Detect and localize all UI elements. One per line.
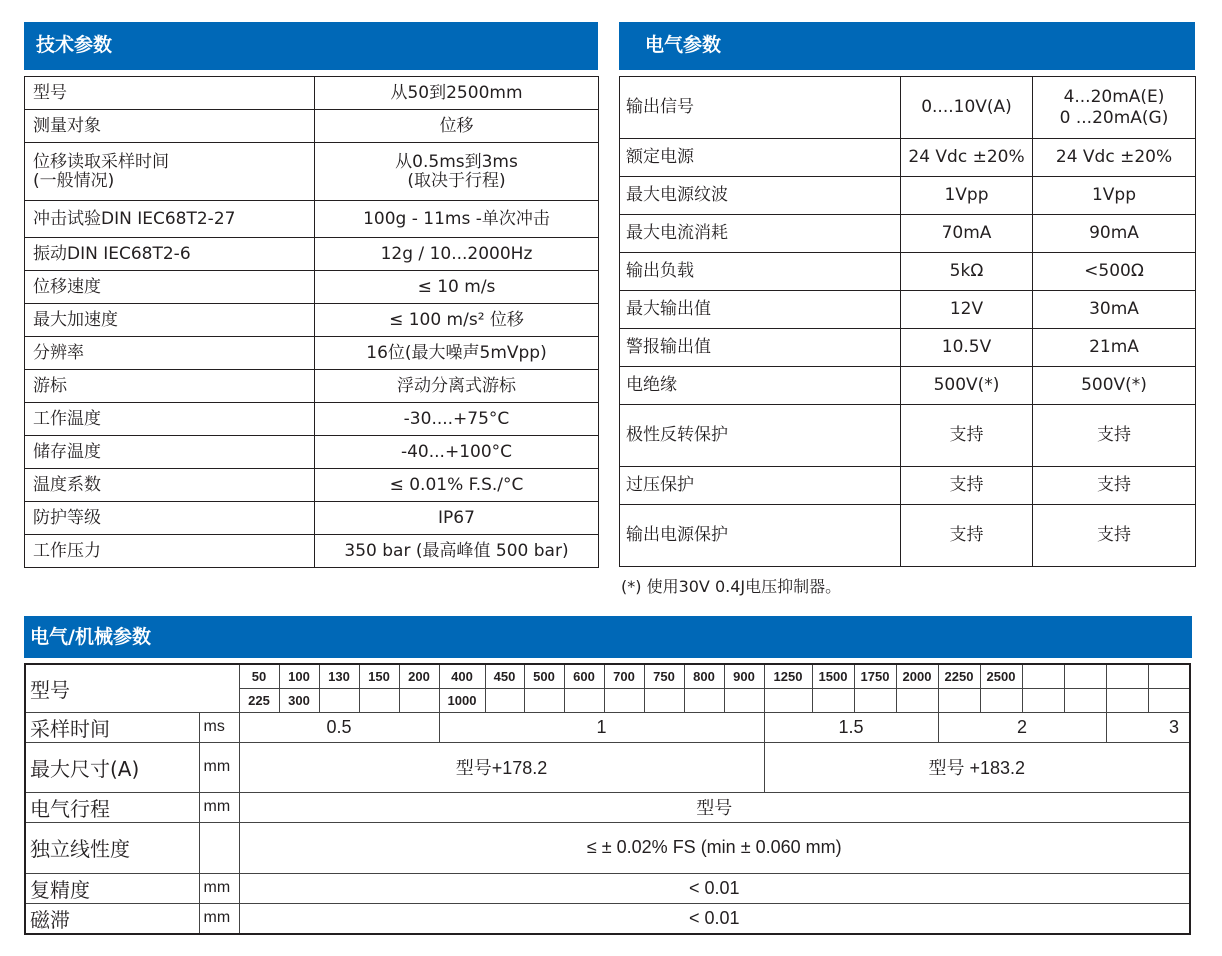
elec-value-a-cell <box>901 505 1033 567</box>
tech-value-line2: (取决于行程) <box>407 170 506 191</box>
elec-label-cell <box>620 291 901 329</box>
model-cell: 50 <box>239 664 279 688</box>
elec-label-cell <box>620 505 901 567</box>
tech-row <box>25 238 599 271</box>
tech-label-cell <box>25 77 315 110</box>
tech-row <box>25 370 599 403</box>
model-cell <box>724 688 764 712</box>
mech-model-row <box>25 664 1190 688</box>
elec-value-b-line2: 0 ...20mA(G) <box>1059 107 1169 128</box>
elec-label: 极性反转保护 <box>626 425 728 445</box>
elec-label-cell <box>620 215 901 253</box>
model-cell <box>564 688 604 712</box>
elec-label: 输出负载 <box>626 261 694 281</box>
elec-value-b: 支持 <box>1097 525 1131 545</box>
elec-row <box>620 291 1196 329</box>
elec-value-b-cell <box>1033 215 1196 253</box>
tech-label-cell <box>25 535 315 568</box>
model-cell: 700 <box>604 664 644 688</box>
tech-row <box>25 403 599 436</box>
tech-value-cell <box>315 110 599 143</box>
model-cell <box>359 688 399 712</box>
tech-row <box>25 304 599 337</box>
tech-value-cell <box>315 469 599 502</box>
model-cell <box>319 688 359 712</box>
tech-label: 工作温度 <box>33 408 101 429</box>
elec-value-b: 支持 <box>1097 475 1131 495</box>
tech-label: 温度系数 <box>33 474 101 495</box>
sampling-value: 0.5 <box>239 712 439 742</box>
tech-value-cell <box>315 304 599 337</box>
elec-value-a: 0....10V(A) <box>921 97 1012 117</box>
mech-sampling-label: 采样时间 <box>25 712 199 742</box>
tech-label-cell <box>25 436 315 469</box>
tech-value-cell <box>315 535 599 568</box>
mech-hysteresis-row <box>25 903 1190 934</box>
elec-row <box>620 367 1196 405</box>
model-cell <box>644 688 684 712</box>
mech-linearity-unit <box>199 822 239 873</box>
tech-row <box>25 535 599 568</box>
tech-value: 浮动分离式游标 <box>397 375 516 396</box>
model-cell: 1500 <box>812 664 854 688</box>
model-cell <box>854 688 896 712</box>
elec-label-cell <box>620 329 901 367</box>
model-cell: 400 <box>439 664 485 688</box>
tech-label: 位移速度 <box>33 276 101 297</box>
tech-value: -30....+75°C <box>403 408 510 429</box>
elec-label-cell <box>620 367 901 405</box>
tech-value: 100g - 11ms -单次冲击 <box>363 208 550 229</box>
elec-value-a: 支持 <box>949 525 984 545</box>
mech-title: 电气/机械参数 <box>30 626 151 648</box>
elec-row <box>620 329 1196 367</box>
model-cell: 450 <box>485 664 524 688</box>
tech-table <box>24 76 599 568</box>
tech-value-cell <box>315 502 599 535</box>
tech-value: -40...+100°C <box>400 441 513 462</box>
elec-label-cell <box>620 467 901 505</box>
model-cell <box>812 688 854 712</box>
tech-value: 从0.5ms到3ms <box>395 151 518 172</box>
mech-stroke-unit: mm <box>199 792 239 822</box>
model-cell: 1000 <box>439 688 485 712</box>
tech-title: 技术参数 <box>36 34 113 56</box>
mech-linearity-value: ≤ ± 0.02% FS (min ± 0.060 mm) <box>239 822 1190 873</box>
mech-sampling-unit: ms <box>199 712 239 742</box>
elec-label: 最大输出值 <box>626 299 711 319</box>
tech-value: ≤ 0.01% F.S./°C <box>389 474 524 495</box>
tech-label-cell <box>25 370 315 403</box>
elec-footnote: (*) 使用30V 0.4J电压抑制器。 <box>621 577 842 596</box>
model-cell: 130 <box>319 664 359 688</box>
mech-sampling-row <box>25 712 1190 742</box>
mech-header <box>24 616 1192 658</box>
elec-table <box>619 76 1196 567</box>
mech-model-label: 型号 <box>25 664 239 712</box>
elec-value-a-cell <box>901 367 1033 405</box>
model-cell <box>684 688 724 712</box>
elec-label-cell <box>620 253 901 291</box>
elec-label: 过压保护 <box>626 475 694 495</box>
elec-value-b-cell <box>1033 367 1196 405</box>
tech-value-cell <box>315 238 599 271</box>
tech-value: 350 bar (最高峰值 500 bar) <box>344 540 569 561</box>
elec-value-b: 90mA <box>1089 223 1139 243</box>
tech-row <box>25 143 599 201</box>
mech-maxsize-row <box>25 742 1190 792</box>
elec-value-b-cell <box>1033 505 1196 567</box>
sampling-value: 1 <box>439 712 764 742</box>
model-cell <box>980 688 1022 712</box>
elec-value-b: <500Ω <box>1084 261 1144 281</box>
tech-value-cell <box>315 403 599 436</box>
elec-label: 额定电源 <box>626 147 694 167</box>
model-cell: 500 <box>524 664 564 688</box>
tech-label-cell <box>25 143 315 201</box>
tech-row <box>25 110 599 143</box>
elec-title: 电气参数 <box>645 34 722 56</box>
maxsize-value: 型号 +183.2 <box>764 742 1190 792</box>
elec-row <box>620 177 1196 215</box>
model-cell <box>399 688 439 712</box>
sampling-value: 1.5 <box>764 712 938 742</box>
tech-row <box>25 201 599 238</box>
elec-value-b: 500V(*) <box>1081 375 1147 395</box>
elec-row <box>620 467 1196 505</box>
tech-value: ≤ 10 m/s <box>417 276 496 297</box>
tech-header <box>24 22 598 70</box>
tech-value-cell <box>315 337 599 370</box>
model-cell: 200 <box>399 664 439 688</box>
mech-hysteresis-label: 磁滞 <box>25 903 199 934</box>
elec-value-b: 24 Vdc ±20% <box>1055 147 1173 167</box>
tech-label: 储存温度 <box>33 441 101 462</box>
model-cell: 225 <box>239 688 279 712</box>
mech-hysteresis-value: < 0.01 <box>239 903 1190 934</box>
mech-stroke-label: 电气行程 <box>25 792 199 822</box>
model-cell <box>1064 664 1106 688</box>
elec-value-a-cell <box>901 467 1033 505</box>
model-cell: 300 <box>279 688 319 712</box>
tech-label-cell <box>25 238 315 271</box>
elec-value-a: 支持 <box>949 475 984 495</box>
tech-value-cell <box>315 201 599 238</box>
model-cell: 600 <box>564 664 604 688</box>
tech-label: 冲击试验DIN IEC68T2-27 <box>33 208 236 229</box>
tech-label: 最大加速度 <box>33 309 118 330</box>
tech-label: 防护等级 <box>33 507 101 528</box>
tech-value-cell <box>315 370 599 403</box>
mech-linearity-row <box>25 822 1190 873</box>
model-cell: 150 <box>359 664 399 688</box>
tech-row <box>25 469 599 502</box>
model-cell <box>524 688 564 712</box>
elec-label: 警报输出值 <box>626 337 711 357</box>
tech-value-cell <box>315 271 599 304</box>
elec-value-a: 24 Vdc ±20% <box>908 147 1025 167</box>
tech-value-cell <box>315 143 599 201</box>
model-cell <box>1148 688 1190 712</box>
model-cell <box>1148 664 1190 688</box>
elec-value-a-cell <box>901 291 1033 329</box>
elec-value-a-cell <box>901 253 1033 291</box>
elec-value-b-cell <box>1033 177 1196 215</box>
model-cell: 800 <box>684 664 724 688</box>
mech-stroke-value: 型号 <box>239 792 1190 822</box>
elec-value-a-cell <box>901 139 1033 177</box>
elec-value-a: 10.5V <box>941 337 992 357</box>
mech-repeat-label: 复精度 <box>25 873 199 903</box>
tech-label: 游标 <box>33 375 67 396</box>
model-cell <box>1022 664 1064 688</box>
elec-row <box>620 505 1196 567</box>
tech-label-cell <box>25 403 315 436</box>
tech-value-cell <box>315 436 599 469</box>
model-cell: 2000 <box>896 664 938 688</box>
elec-value-a-cell <box>901 177 1033 215</box>
mech-hysteresis-unit: mm <box>199 903 239 934</box>
model-cell: 100 <box>279 664 319 688</box>
tech-value: 从50到2500mm <box>390 82 523 103</box>
elec-value-b-cell <box>1033 77 1196 139</box>
tech-row <box>25 271 599 304</box>
elec-value-b: 4...20mA(E) <box>1063 86 1165 107</box>
tech-value: 16位(最大噪声5mVpp) <box>366 342 547 363</box>
tech-row <box>25 77 599 110</box>
elec-value-a-cell <box>901 329 1033 367</box>
model-cell: 750 <box>644 664 684 688</box>
tech-label: 型号 <box>33 82 67 103</box>
mech-maxsize-label: 最大尺寸(A) <box>25 742 199 792</box>
elec-row <box>620 215 1196 253</box>
elec-row <box>620 405 1196 467</box>
maxsize-value: 型号+178.2 <box>239 742 764 792</box>
elec-value-b: 21mA <box>1089 337 1139 357</box>
mech-repeat-unit: mm <box>199 873 239 903</box>
elec-label-cell <box>620 77 901 139</box>
elec-label: 输出信号 <box>626 97 694 117</box>
model-cell <box>485 688 524 712</box>
tech-label-cell <box>25 469 315 502</box>
tech-value: 12g / 10...2000Hz <box>380 243 533 264</box>
tech-label-cell <box>25 110 315 143</box>
elec-header <box>619 22 1195 70</box>
mech-maxsize-unit: mm <box>199 742 239 792</box>
model-cell: 1250 <box>764 664 812 688</box>
elec-row <box>620 77 1196 139</box>
elec-value-a-cell <box>901 405 1033 467</box>
elec-value-b-cell <box>1033 405 1196 467</box>
elec-label-cell <box>620 405 901 467</box>
elec-label-cell <box>620 139 901 177</box>
model-cell <box>1064 688 1106 712</box>
tech-label-cell <box>25 337 315 370</box>
sampling-value: 2 <box>938 712 1106 742</box>
elec-label: 电绝缘 <box>626 375 677 395</box>
elec-value-a: 5kΩ <box>949 261 984 281</box>
tech-row <box>25 337 599 370</box>
elec-value-a: 500V(*) <box>933 375 1000 395</box>
model-cell <box>1106 688 1148 712</box>
elec-value-b: 30mA <box>1089 299 1139 319</box>
elec-row <box>620 139 1196 177</box>
elec-value-a: 70mA <box>941 223 992 243</box>
tech-value: IP67 <box>438 507 475 528</box>
mech-repeat-value: < 0.01 <box>239 873 1190 903</box>
tech-label-line2: (一般情况) <box>33 170 115 191</box>
elec-value-b: 1Vpp <box>1091 185 1137 205</box>
elec-value-a: 1Vpp <box>944 185 989 205</box>
model-cell <box>604 688 644 712</box>
elec-value-b-cell <box>1033 329 1196 367</box>
model-cell: 1750 <box>854 664 896 688</box>
tech-label: 测量对象 <box>33 115 101 136</box>
elec-label: 最大电源纹波 <box>626 185 728 205</box>
mech-repeat-row <box>25 873 1190 903</box>
tech-label-cell <box>25 201 315 238</box>
model-cell <box>1106 664 1148 688</box>
tech-label-cell <box>25 502 315 535</box>
elec-row <box>620 253 1196 291</box>
elec-value-b-cell <box>1033 291 1196 329</box>
tech-label-cell <box>25 271 315 304</box>
sampling-value: 3 <box>1106 712 1190 742</box>
model-cell <box>764 688 812 712</box>
model-cell <box>1022 688 1064 712</box>
elec-value-b-cell <box>1033 139 1196 177</box>
elec-value-a-cell <box>901 215 1033 253</box>
elec-value-b: 支持 <box>1097 425 1131 445</box>
model-cell: 2250 <box>938 664 980 688</box>
elec-value-b-cell <box>1033 467 1196 505</box>
model-cell: 900 <box>724 664 764 688</box>
tech-label: 位移读取采样时间 <box>33 151 169 172</box>
tech-label: 工作压力 <box>33 540 101 561</box>
tech-label: 振动DIN IEC68T2-6 <box>33 243 191 264</box>
tech-value-cell <box>315 77 599 110</box>
tech-value: 位移 <box>439 115 474 136</box>
elec-value-a: 12V <box>949 299 984 319</box>
elec-label: 输出电源保护 <box>626 525 728 545</box>
model-cell <box>896 688 938 712</box>
tech-value: ≤ 100 m/s² 位移 <box>389 309 524 330</box>
elec-label-cell <box>620 177 901 215</box>
elec-label: 最大电流消耗 <box>626 223 728 243</box>
tech-label: 分辨率 <box>33 342 84 363</box>
mech-stroke-row <box>25 792 1190 822</box>
tech-row <box>25 502 599 535</box>
elec-value-a-cell <box>901 77 1033 139</box>
mech-table <box>24 663 1191 935</box>
elec-value-b-cell <box>1033 253 1196 291</box>
mech-linearity-label: 独立线性度 <box>25 822 199 873</box>
elec-value-a: 支持 <box>949 425 984 445</box>
tech-label-cell <box>25 304 315 337</box>
model-cell: 2500 <box>980 664 1022 688</box>
model-cell <box>938 688 980 712</box>
tech-row <box>25 436 599 469</box>
